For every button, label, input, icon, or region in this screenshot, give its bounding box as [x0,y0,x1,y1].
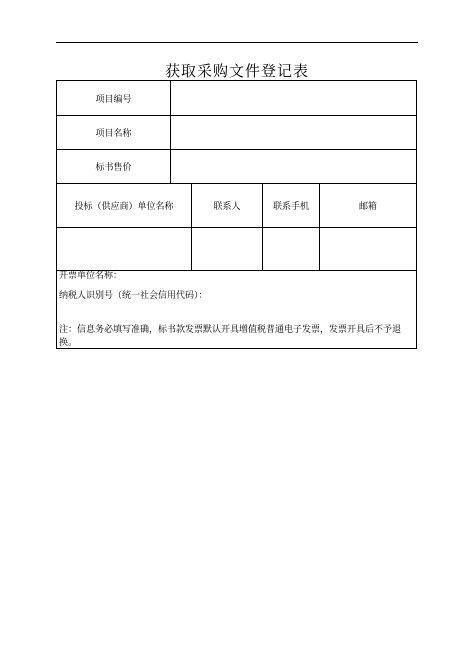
invoice-unit-name-label: 开票单位名称： [59,271,123,281]
project-name-label: 项目名称 [95,128,132,139]
contact-mobile-field[interactable] [263,228,319,270]
header-email: 邮箱 [358,201,377,212]
header-contact-person: 联系人 [213,201,241,212]
bid-price-label: 标书售价 [95,162,132,173]
invoice-note: 注：信息务必填写准确，标书款发票默认开具增值税普通电子发票，发票开具后不予退换。 [59,325,402,348]
header-bidder-name: 投标（供应商）单位名称 [74,201,174,212]
bidder-name-field[interactable] [57,228,191,270]
project-number-field[interactable] [171,81,416,115]
project-number-label: 项目编号 [95,94,132,105]
bid-price-field[interactable] [171,149,416,183]
contact-person-field[interactable] [192,228,262,270]
email-field[interactable] [320,228,416,270]
header-rule [56,42,418,43]
page-title: 获取采购文件登记表 [164,62,309,80]
tax-id-label: 纳税人识别号（统一社会信用代码）： [59,291,208,301]
header-contact-mobile: 联系手机 [272,201,309,212]
project-name-field[interactable] [171,115,416,149]
registration-form [56,80,417,349]
